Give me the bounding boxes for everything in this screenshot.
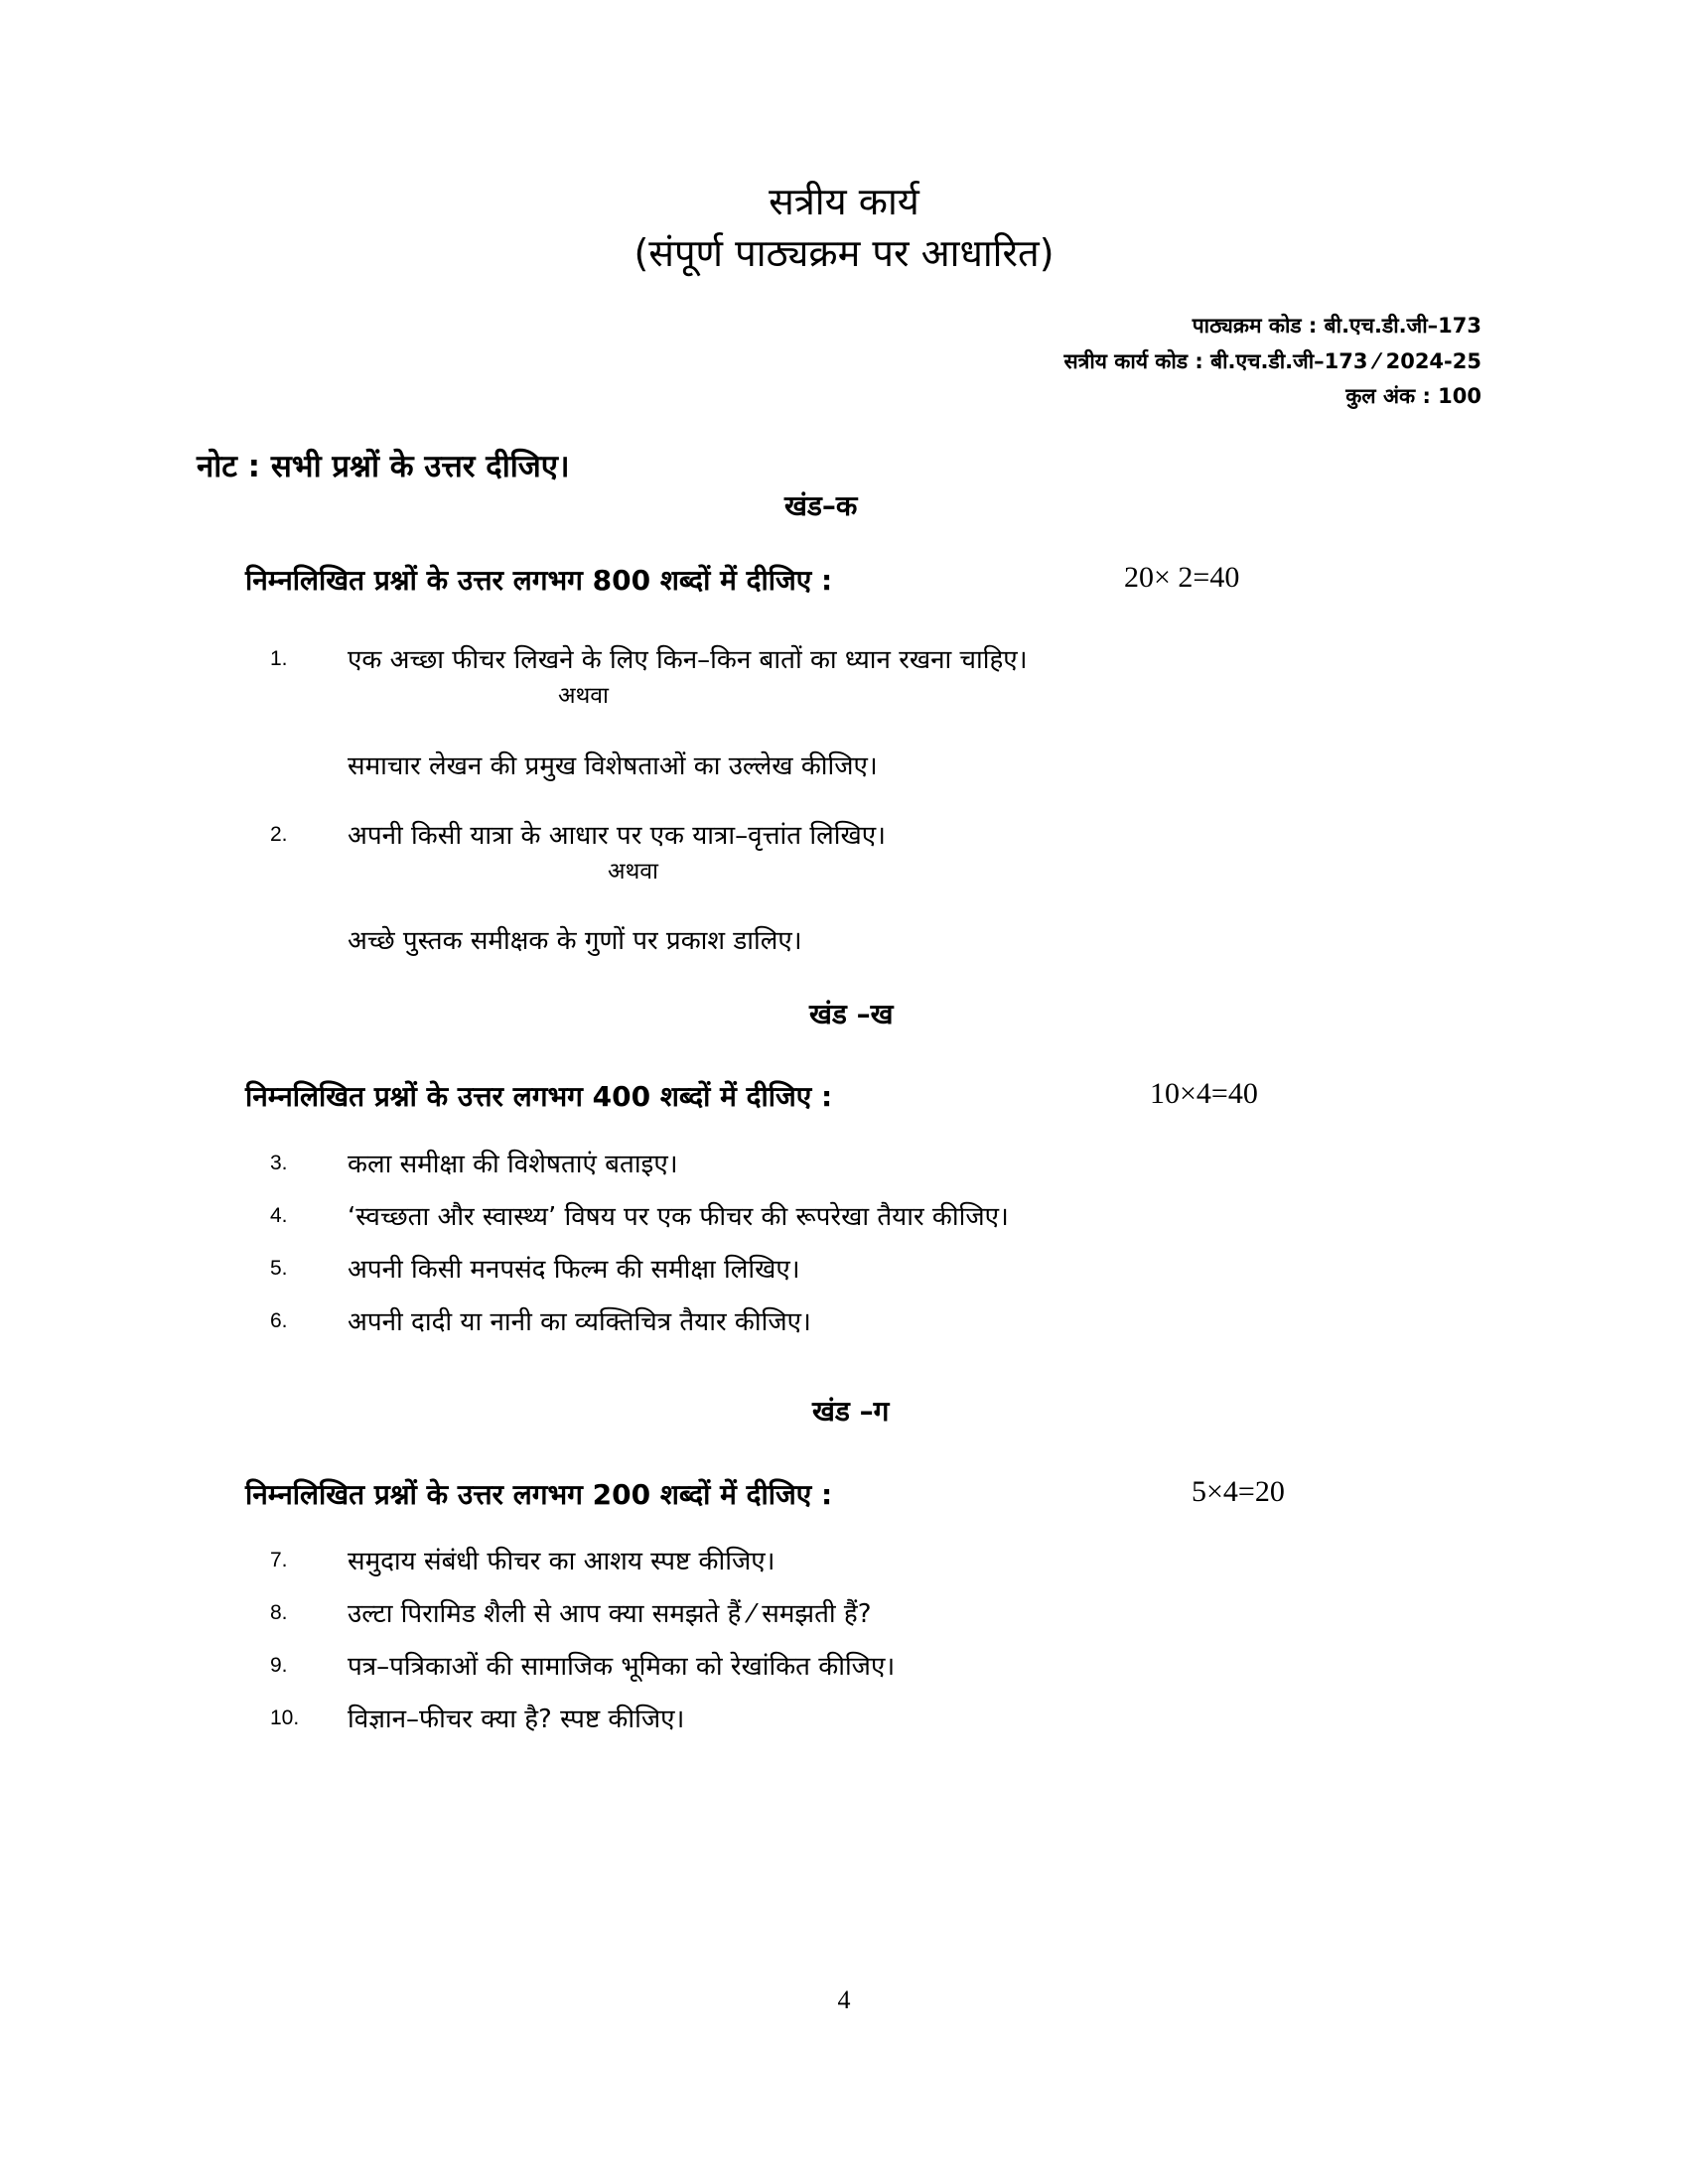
section-marks-c: 5×4=20	[1192, 1475, 1285, 1508]
total-marks: कुल अंक : 100	[1345, 384, 1481, 408]
alternate-question-text: समाचार लेखन की प्रमुख विशेषताओं का उल्लेख कीजिए।	[348, 751, 878, 781]
question-text: उल्टा पिरामिड शैली से आप क्या समझते हैं ⁄ समझती हैं?	[348, 1599, 872, 1629]
question-number: 5.	[270, 1257, 288, 1280]
assignment-code: सत्रीय कार्य कोड : बी.एच.डी.जी–173 ⁄ 2024-25	[1063, 349, 1481, 373]
question-text: एक अच्छा फीचर लिखने के लिए किन–किन बातों का ध्यान रखना चाहिए।	[348, 645, 1028, 675]
or-label: अथवा	[558, 683, 610, 709]
question-text: समुदाय संबंधी फीचर का आशय स्पष्ट कीजिए।	[348, 1547, 775, 1576]
alternate-question-text: अच्छे पुस्तक समीक्षक के गुणों पर प्रकाश डालिए।	[348, 926, 802, 956]
section-instruction-a: निम्नलिखित प्रश्नों के उत्तर लगभग 800 शब्दों में दीजिए :	[245, 564, 833, 597]
question-number: 3.	[270, 1152, 288, 1174]
question-text: अपनी किसी यात्रा के आधार पर एक यात्रा–वृत्तांत लिखिए।	[348, 821, 886, 851]
section-heading-a: खंड–क	[784, 489, 858, 522]
section-heading-c: खंड –ग	[812, 1395, 890, 1428]
page-title: सत्रीय कार्य	[769, 180, 919, 223]
question-text: पत्र–पत्रिकाओं की सामाजिक भूमिका को रेखांकित कीजिए।	[348, 1652, 896, 1682]
page-subtitle: (संपूर्ण पाठ्यक्रम पर आधारित)	[633, 231, 1055, 275]
question-text: विज्ञान–फीचर क्या है? स्पष्ट कीजिए।	[348, 1705, 685, 1734]
course-code: पाठ्यक्रम कोड : बी.एच.डी.जी–173	[1192, 314, 1481, 338]
section-instruction-c: निम्नलिखित प्रश्नों के उत्तर लगभग 200 शब्दों में दीजिए :	[245, 1478, 833, 1511]
question-text: अपनी किसी मनपसंद फिल्म की समीक्षा लिखिए।	[348, 1255, 800, 1285]
question-number: 6.	[270, 1309, 288, 1332]
question-number: 7.	[270, 1549, 288, 1571]
section-instruction-b: निम्नलिखित प्रश्नों के उत्तर लगभग 400 शब्दों में दीजिए :	[245, 1080, 833, 1113]
section-marks-a: 20× 2=40	[1124, 561, 1240, 594]
question-number: 9.	[270, 1654, 288, 1677]
question-text: कला समीक्षा की विशेषताएं बताइए।	[348, 1150, 678, 1179]
question-number: 4.	[270, 1204, 288, 1227]
page-number: 4	[837, 1985, 851, 2014]
note: नोट : सभी प्रश्नों के उत्तर दीजिए।	[197, 449, 570, 484]
question-number: 2.	[270, 823, 288, 846]
question-number: 10.	[270, 1706, 300, 1729]
question-text: अपनी दादी या नानी का व्यक्तिचित्र तैयार कीजिए।	[348, 1307, 811, 1337]
question-text: ‘स्वच्छता और स्वास्थ्य’ विषय पर एक फीचर की रूपरेखा तैयार कीजिए।	[348, 1202, 1009, 1232]
section-heading-b: खंड –ख	[809, 998, 894, 1030]
question-number: 1.	[270, 647, 288, 670]
or-label: अथवा	[608, 859, 659, 885]
question-number: 8.	[270, 1601, 288, 1624]
section-marks-b: 10×4=40	[1150, 1077, 1258, 1110]
